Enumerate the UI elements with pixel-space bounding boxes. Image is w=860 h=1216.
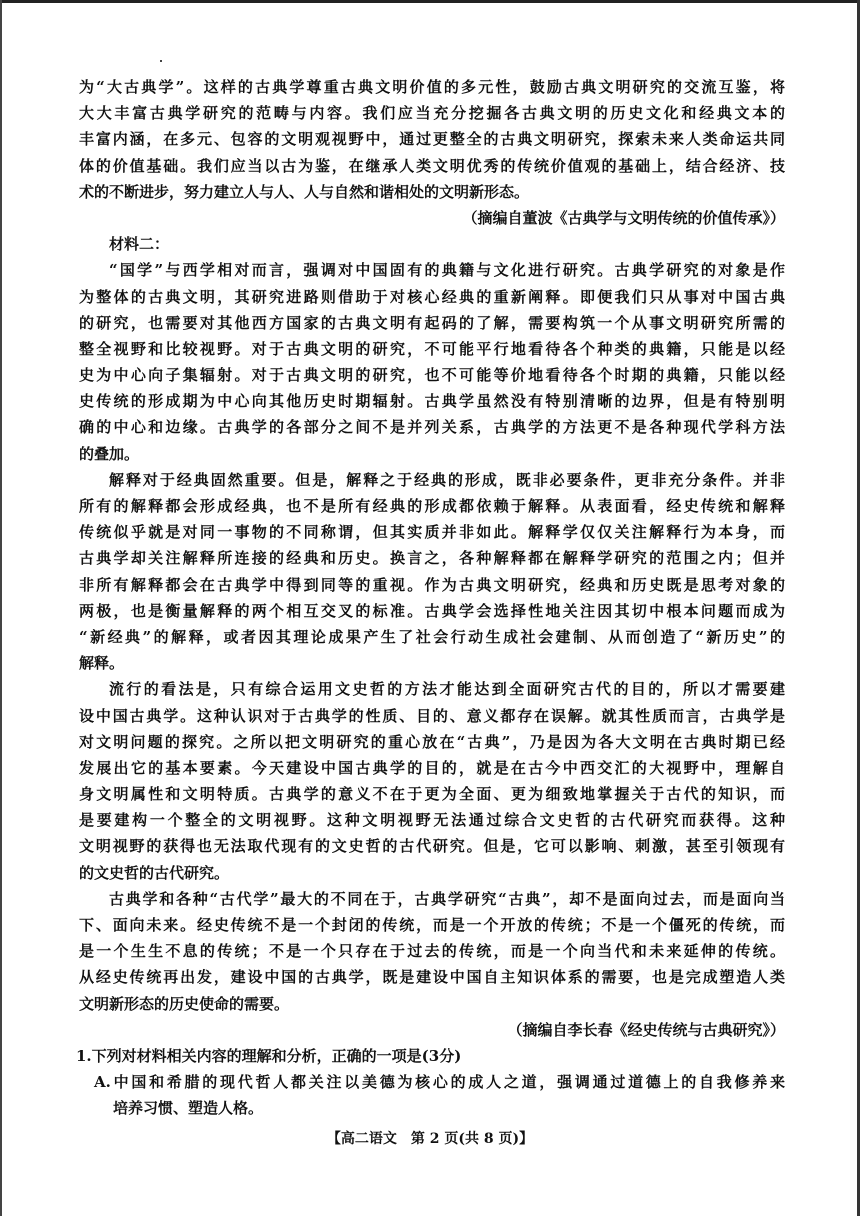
paragraph-line: 下、面向未来。经史传统不是一个封闭的传统，而是一个开放的传统；不是一个僵死的传统，而 — [79, 916, 785, 934]
scan-border-top — [0, 0, 860, 3]
paragraph-line: 对文明问题的探究。之所以把文明研究的重心放在“古典”，乃是因为各大文明在古典时期已经 — [79, 732, 785, 751]
paragraph-line: 体的价值基础。我们应当以古为鉴，在继承人类文明优秀的传统价值观的基础上，结合经济、技 — [79, 156, 785, 175]
paragraph-line: 史传统的形成期为中心向其他历史时期辐射。古典学虽然没有特别清晰的边界，但是有特别明 — [79, 392, 785, 411]
paragraph-line: 的文史哲的古代研究。 — [79, 863, 230, 882]
paragraph-line: 身文明属性和文明特质。古典学的意义不在于更为全面、更为细致地掌握关于古代的知识，而 — [79, 785, 785, 804]
scan-border-left — [0, 0, 2, 1216]
paragraph-line: 为整体的古典文明，其研究进路则借助于对核心经典的重新阐释。即便我们只从事对中国古典 — [79, 287, 785, 306]
paragraph-line: 的叠加。 — [79, 444, 140, 463]
paragraph-line: 文明新形态的历史使命的需要。 — [79, 994, 290, 1013]
paragraph-line: 史为中心向子集辐射。对于古典文明的研究，也不可能等价地看待各个时期的典籍，只能以经 — [79, 366, 785, 385]
scan-speck — [160, 60, 162, 62]
material-one-source: （摘编自董波《古典学与文明传统的价值传承》） — [462, 208, 785, 227]
page-footer: 【高二语文 第 2 页(共 8 页)】 — [326, 1131, 534, 1147]
paragraph-line: 从经史传统再出发，建设中国的古典学，既是建设中国自主知识体系的需要，也是完成塑造人类 — [79, 968, 785, 987]
paragraph-line: 的研究，也需要对其他西方国家的古典文明有起码的了解，需要构筑一个从事文明研究所需的 — [79, 313, 785, 332]
material-two-source: （摘编自李长春《经史传统与古典研究》） — [507, 1020, 785, 1039]
paragraph-line: 是要建构一个整全的文明视野。这种文明视野无法通过综合文史哲的古代研究而获得。这种 — [79, 811, 785, 830]
paragraph-line: 大大丰富古典学研究的范畴与内容。我们应当充分挖掘各古典文明的历史文化和经典文本的 — [79, 104, 785, 123]
paragraph-line: 非所有解释都会在古典学中得到同等的重视。作为古典文明研究，经典和历史既是思考对象的 — [79, 575, 785, 594]
paragraph-line: 解释。 — [79, 654, 125, 673]
paragraph-line: 两极，也是衡量解释的两个相互交叉的标准。古典学会选择性地关注因其切中根本问题而成为 — [79, 601, 785, 620]
question-1-option-a: A.中国和希腊的现代哲人都关注以美德为核心的成人之道，强调通过道德上的自我修养来 — [94, 1073, 785, 1092]
paragraph-line: 是一个生生不息的传统；不是一个只存在于过去的传统，而是一个向当代和未来延伸的传统。 — [79, 942, 785, 961]
material-two-heading: 材料二： — [109, 235, 170, 254]
paragraph-line: 解释对于经典固然重要。但是，解释之于经典的形成，既非必要条件，更非充分条件。并非 — [109, 470, 785, 489]
paragraph-line: 所有的解释都会形成经典，也不是所有经典的形成都依赖于解释。从表面看，经史传统和解释 — [79, 497, 785, 515]
question-1-stem: 1.下列对材料相关内容的理解和分析，正确的一项是(3分) — [76, 1046, 462, 1065]
paragraph-line: 发展出它的基本要素。今天建设中国古典学的目的，就是在古今中西交汇的大视野中，理解自 — [79, 758, 785, 777]
paragraph-line: 丰富内涵，在多元、包容的文明观视野中，通过更整全的古典文明研究，探索未来人类命运共同 — [79, 130, 785, 149]
paragraph-line: 传统似乎就是对同一事物的不同称谓，但其实质并非如此。解释学仅仅关注解释行为本身，而 — [79, 523, 785, 542]
paragraph-line: 设中国古典学。这种认识对于古典学的性质、目的、意义都存在误解。就其性质而言，古典学是 — [79, 706, 785, 725]
paragraph-line: 文明视野的获得也无法取代现有的文史哲的古代研究。但是，它可以影响、刺激，甚至引领现有 — [79, 837, 785, 856]
question-1-option-a-continued: 培养习惯、塑造人格。 — [113, 1099, 264, 1118]
paragraph-line: “国学”与西学相对而言，强调对中国固有的典籍与文化进行研究。古典学研究的对象是作 — [109, 261, 785, 280]
paragraph-line: 古典学却关注解释所连接的经典和历史。换言之，各种解释都在解释学研究的范围之内；但并 — [79, 549, 785, 568]
paragraph-line: 流行的看法是，只有综合运用文史哲的方法才能达到全面研究古代的目的，所以才需要建 — [109, 680, 785, 699]
page-content — [76, 74, 785, 1122]
paragraph-line: 整全视野和比较视野。对于古典文明的研究，不可能平行地看待各个种类的典籍，只能是以经 — [79, 339, 785, 358]
paragraph-line: 为“大古典学”。这样的古典学尊重古典文明价值的多元性，鼓励古典文明研究的交流互鉴，将 — [79, 78, 785, 96]
paragraph-line: 术的不断进步，努力建立人与人、人与自然和谐相处的文明新形态。 — [79, 182, 530, 201]
paragraph-line: 古典学和各种“古代学”最大的不同在于，古典学研究“古典”，却不是面向过去，而是面向当 — [109, 889, 785, 908]
paragraph-line: 确的中心和边缘。古典学的各部分之间不是并列关系，古典学的方法更不是各种现代学科方法 — [79, 418, 785, 437]
paragraph-line: “新经典”的解释，或者因其理论成果产生了社会行动生成社会建制、从而创造了“新历史”的 — [79, 627, 785, 646]
